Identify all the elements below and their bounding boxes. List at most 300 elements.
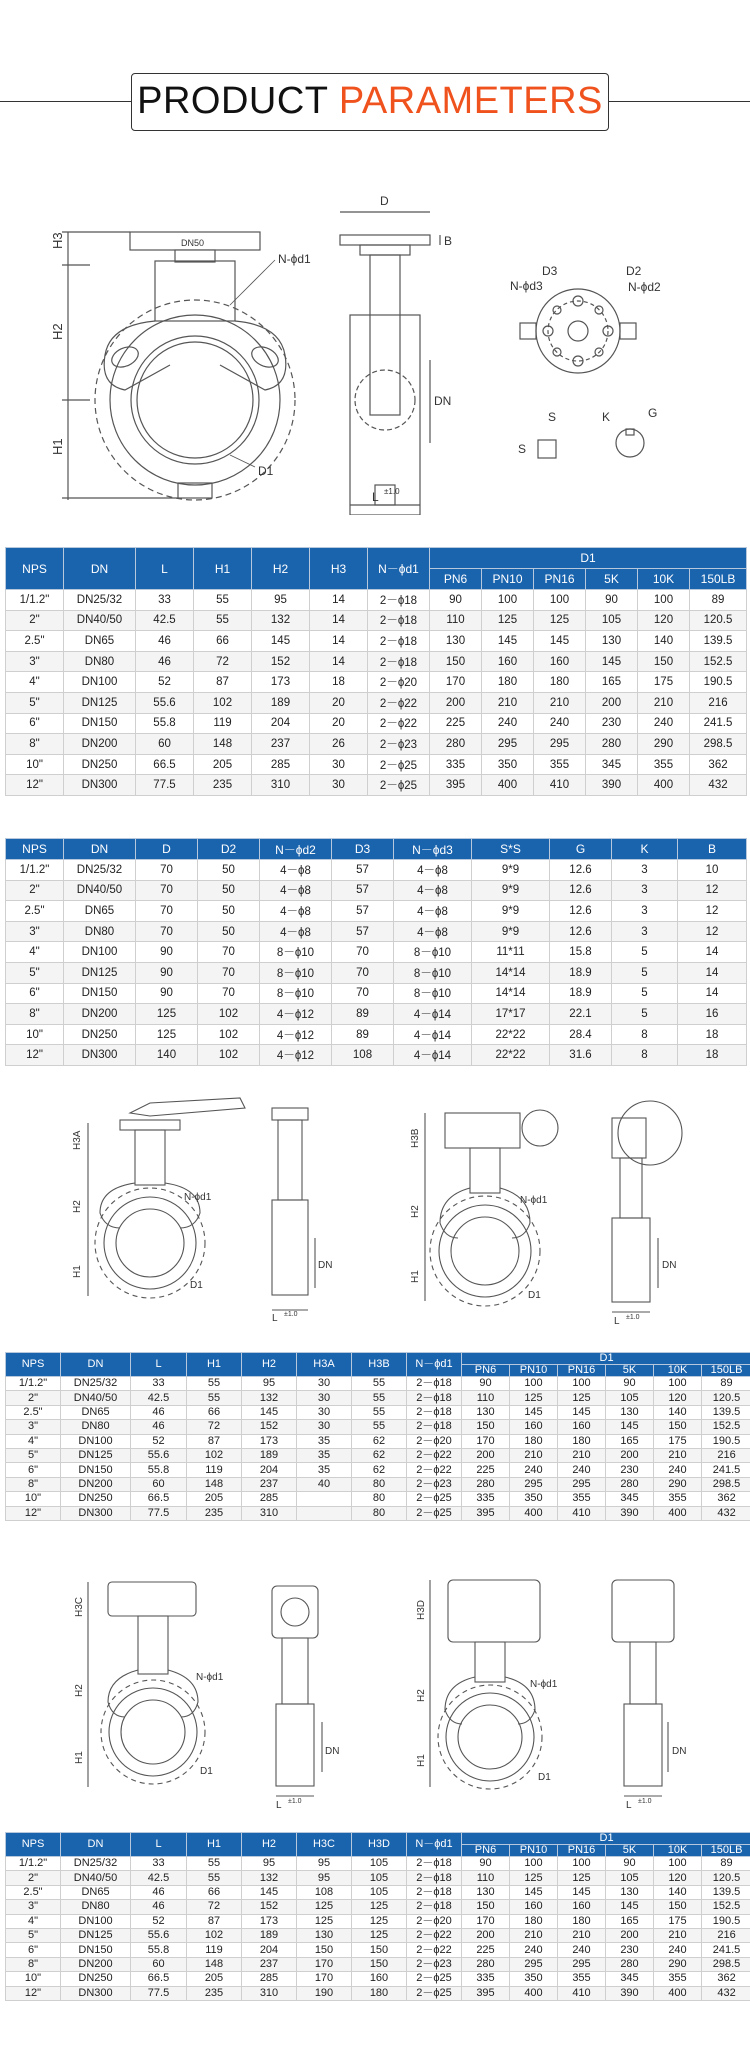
table-cell: 95 <box>242 1857 297 1871</box>
table-cell: 145 <box>482 631 534 652</box>
table-cell: 216 <box>702 1448 750 1462</box>
table-cell: 390 <box>586 775 638 796</box>
label-h3d: H3D <box>416 1599 427 1620</box>
table-cell: 310 <box>242 1506 297 1520</box>
table-cell: 30 <box>297 1405 352 1419</box>
table-cell: 57 <box>332 880 394 901</box>
table-cell: 180 <box>352 1986 407 2000</box>
table-cell: 14 <box>310 631 368 652</box>
table-cell: 90 <box>136 983 198 1004</box>
table-cell: 160 <box>510 1900 558 1914</box>
table-cell: 165 <box>606 1914 654 1928</box>
table-cell: 50 <box>198 921 260 942</box>
diagram-section-3 <box>0 1572 750 1812</box>
gear-valve-front <box>425 1110 558 1306</box>
table-cell: 55.6 <box>136 692 194 713</box>
table-cell: 105 <box>352 1871 407 1885</box>
table-cell: 66.5 <box>131 1972 187 1986</box>
table-cell: 18 <box>678 1045 747 1066</box>
table-cell: 310 <box>252 775 310 796</box>
table-cell: 132 <box>242 1391 297 1405</box>
table-cell: 152.5 <box>690 651 747 672</box>
table-cell: 125 <box>558 1391 606 1405</box>
label-l-d: L <box>626 1800 632 1811</box>
table-cell: 280 <box>606 1477 654 1491</box>
th-sub: PN10 <box>510 1845 558 1857</box>
table-cell: 9*9 <box>472 880 550 901</box>
table-cell: 8 <box>612 1045 678 1066</box>
table-cell: 1/1.2" <box>6 860 64 881</box>
table-cell: 12.6 <box>550 880 612 901</box>
label-dn-b: DN <box>662 1260 677 1271</box>
table-cell: 66 <box>187 1885 242 1899</box>
label-nd1-c: N-ϕd1 <box>196 1672 224 1683</box>
table-cell: 230 <box>606 1943 654 1957</box>
table-cell: 145 <box>534 631 586 652</box>
table-cell: 280 <box>462 1957 510 1971</box>
table-cell: DN100 <box>64 672 136 693</box>
table-cell: 400 <box>654 1986 702 2000</box>
table-cell: 95 <box>297 1857 352 1871</box>
table-cell: 175 <box>654 1914 702 1928</box>
table-row <box>6 1885 750 1899</box>
table-cell: 125 <box>297 1914 352 1928</box>
th-l: L <box>136 548 194 590</box>
table-cell: 204 <box>242 1463 297 1477</box>
th-h3b: H3B <box>352 1353 407 1377</box>
th-dn: DN <box>61 1353 131 1377</box>
table-cell: 33 <box>136 590 194 611</box>
table-cell: DN40/50 <box>61 1871 131 1885</box>
table-cell: 70 <box>332 962 394 983</box>
table-cell: DN125 <box>61 1448 131 1462</box>
table-cell: 240 <box>654 1943 702 1957</box>
table-cell: 200 <box>606 1928 654 1942</box>
table-cell <box>297 1492 352 1506</box>
table-cell: 100 <box>534 590 586 611</box>
table-cell: 216 <box>690 692 747 713</box>
th-sub: PN10 <box>482 569 534 590</box>
label-nd1-a: N-ϕd1 <box>184 1192 212 1203</box>
th-sub: 5K <box>586 569 638 590</box>
table-cell: 204 <box>242 1943 297 1957</box>
table-cell: DN200 <box>61 1957 131 1971</box>
table-cell: 9*9 <box>472 901 550 922</box>
table-cell: 9*9 <box>472 860 550 881</box>
table-cell: 189 <box>242 1448 297 1462</box>
table-cell: 105 <box>352 1885 407 1899</box>
table-cell: 30 <box>297 1391 352 1405</box>
table-cell: 362 <box>702 1972 750 1986</box>
table-cell: 410 <box>534 775 586 796</box>
table-cell: 2.5" <box>6 631 64 652</box>
table-cell: 210 <box>482 692 534 713</box>
label-h2-b: H2 <box>410 1205 421 1218</box>
table-cell: 210 <box>510 1928 558 1942</box>
table-cell: 400 <box>482 775 534 796</box>
table-cell: 2－ϕ18 <box>368 651 430 672</box>
table-row <box>6 692 747 713</box>
table-cell: 280 <box>606 1957 654 1971</box>
table-cell: 120 <box>638 610 690 631</box>
table-cell: 130 <box>297 1928 352 1942</box>
table-cell: 90 <box>606 1377 654 1391</box>
table-row <box>6 983 747 1004</box>
table-cell: 170 <box>297 1972 352 1986</box>
table-cell: 120.5 <box>702 1391 750 1405</box>
table-cell: 355 <box>534 754 586 775</box>
table-cell: 225 <box>430 713 482 734</box>
table-cell: 230 <box>606 1463 654 1477</box>
table-cell: 8－ϕ10 <box>394 962 472 983</box>
table-cell: 350 <box>482 754 534 775</box>
table-cell: 46 <box>136 631 194 652</box>
table-dimensions-4 <box>5 1832 750 2001</box>
table-cell: 14*14 <box>472 962 550 983</box>
table-cell: 62 <box>352 1448 407 1462</box>
table-cell: 400 <box>638 775 690 796</box>
table-cell: 170 <box>462 1434 510 1448</box>
table-cell: 140 <box>638 631 690 652</box>
table-row <box>6 1900 750 1914</box>
table-cell: 57 <box>332 860 394 881</box>
table-cell: 55 <box>187 1377 242 1391</box>
table-cell: 125 <box>558 1871 606 1885</box>
table-cell: 150 <box>462 1420 510 1434</box>
th-l: L <box>131 1833 187 1857</box>
table-body <box>6 1857 750 2001</box>
table-cell: 119 <box>194 713 252 734</box>
table-cell: 170 <box>462 1914 510 1928</box>
table-cell: DN300 <box>61 1986 131 2000</box>
table-cell: 89 <box>702 1377 750 1391</box>
table-row <box>6 1420 750 1434</box>
table-cell: 57 <box>332 901 394 922</box>
table-cell: 145 <box>606 1900 654 1914</box>
table-cell: 2.5" <box>6 1405 61 1419</box>
table-cell: 14 <box>678 942 747 963</box>
table-cell: 173 <box>242 1434 297 1448</box>
table-cell: 10" <box>6 1024 64 1045</box>
title-line-left <box>0 101 131 102</box>
front-view-1 <box>62 232 295 500</box>
table-cell: 8－ϕ10 <box>394 942 472 963</box>
table-cell: 230 <box>586 713 638 734</box>
table-cell: 190.5 <box>690 672 747 693</box>
table-cell: 77.5 <box>136 775 194 796</box>
table-cell: 16 <box>678 1004 747 1025</box>
table-cell: 95 <box>242 1377 297 1391</box>
table-cell: 1/1.2" <box>6 590 64 611</box>
table-cell: 14 <box>310 610 368 631</box>
table-cell: 280 <box>586 734 638 755</box>
table-cell: 235 <box>187 1986 242 2000</box>
table-cell: 3 <box>612 860 678 881</box>
table-cell: 148 <box>187 1477 242 1491</box>
th-sub: 10K <box>654 1845 702 1857</box>
table-cell: 210 <box>654 1928 702 1942</box>
table-cell: 200 <box>430 692 482 713</box>
table-cell: 165 <box>606 1434 654 1448</box>
label-tol-b: ±1.0 <box>626 1314 640 1321</box>
table-cell: 173 <box>242 1914 297 1928</box>
table-cell: 125 <box>510 1391 558 1405</box>
th-sub: 5K <box>606 1845 654 1857</box>
table-cell: 3 <box>612 880 678 901</box>
label-h1-b: H1 <box>410 1270 421 1283</box>
th-h3: H3 <box>310 548 368 590</box>
table-cell: DN125 <box>64 692 136 713</box>
table-body <box>6 860 747 1066</box>
table-cell: 80 <box>352 1492 407 1506</box>
table-row <box>6 901 747 922</box>
table-cell: 46 <box>131 1900 187 1914</box>
table-row <box>6 1004 747 1025</box>
table-cell: 145 <box>510 1405 558 1419</box>
th-h3c: H3C <box>297 1833 352 1857</box>
table-cell: 105 <box>606 1391 654 1405</box>
table-cell: 125 <box>136 1004 198 1025</box>
table-row <box>6 610 747 631</box>
th-h1: H1 <box>187 1833 242 1857</box>
table-cell: 132 <box>242 1871 297 1885</box>
table-cell: 70 <box>198 962 260 983</box>
th-d1: D1 <box>430 548 747 569</box>
table-cell: 190 <box>297 1986 352 2000</box>
table-cell: 100 <box>558 1377 606 1391</box>
th-sub: 150LB <box>702 1365 750 1377</box>
table-row <box>6 1405 750 1419</box>
title-black: PRODUCT <box>137 80 339 122</box>
table-cell: 22*22 <box>472 1024 550 1045</box>
th-nps: NPS <box>6 1833 61 1857</box>
table-cell: 335 <box>430 754 482 775</box>
table-cell: 2－ϕ18 <box>368 631 430 652</box>
table-cell: 2.5" <box>6 1885 61 1899</box>
th-nd1: N－ϕd1 <box>368 548 430 590</box>
table-cell: 12.6 <box>550 901 612 922</box>
table-cell: 4－ϕ8 <box>260 880 332 901</box>
table-body <box>6 590 747 796</box>
table-cell: 62 <box>352 1434 407 1448</box>
table-cell: 189 <box>242 1928 297 1942</box>
table-cell: 12" <box>6 1045 64 1066</box>
table-cell: 5" <box>6 1928 61 1942</box>
table-cell: 14 <box>678 962 747 983</box>
table-cell: DN80 <box>64 921 136 942</box>
pneumatic-valve-front <box>88 1582 205 1787</box>
th-h2: H2 <box>252 548 310 590</box>
table-cell: 8 <box>612 1024 678 1045</box>
table-cell: 237 <box>252 734 310 755</box>
table-cell: 100 <box>654 1377 702 1391</box>
table-cell: 30 <box>297 1420 352 1434</box>
table-cell: 180 <box>558 1914 606 1928</box>
label-n-d3: N-ϕd3 <box>510 279 543 293</box>
table-cell: 125 <box>352 1900 407 1914</box>
table-cell: 6" <box>6 1943 61 1957</box>
table-cell: 70 <box>136 901 198 922</box>
table-cell: 105 <box>352 1857 407 1871</box>
table-row <box>6 1957 750 1971</box>
table-cell: 150 <box>638 651 690 672</box>
table-cell: 355 <box>638 754 690 775</box>
table-cell: 50 <box>198 860 260 881</box>
th-d1: D1 <box>462 1353 750 1365</box>
table-row <box>6 1914 750 1928</box>
lever-valve-front <box>88 1098 245 1298</box>
table-cell: 145 <box>606 1420 654 1434</box>
label-d1-c: D1 <box>200 1766 213 1777</box>
table-cell: 3" <box>6 921 64 942</box>
label-h1: H1 <box>50 438 65 455</box>
label-h2: H2 <box>50 323 65 340</box>
table-cell: DN150 <box>61 1463 131 1477</box>
table-cell: 102 <box>198 1045 260 1066</box>
label-h3: H3 <box>50 232 65 249</box>
label-h1-c: H1 <box>74 1751 85 1764</box>
table-cell: 395 <box>462 1986 510 2000</box>
table-cell: 95 <box>297 1871 352 1885</box>
table-cell: 60 <box>136 734 194 755</box>
table-cell: 2－ϕ18 <box>407 1885 462 1899</box>
label-nd1-b: N-ϕd1 <box>520 1195 548 1206</box>
table-cell: 145 <box>242 1405 297 1419</box>
table-cell: DN25/32 <box>64 860 136 881</box>
table-cell: 150 <box>430 651 482 672</box>
table-cell: 410 <box>558 1506 606 1520</box>
table-cell: DN250 <box>64 1024 136 1045</box>
table-row <box>6 1871 750 1885</box>
table-cell: 8－ϕ10 <box>260 942 332 963</box>
table-cell: 125 <box>297 1900 352 1914</box>
label-h2-c: H2 <box>74 1684 85 1697</box>
table-cell: 205 <box>194 754 252 775</box>
table-cell: 90 <box>462 1857 510 1871</box>
table-cell: 4" <box>6 942 64 963</box>
table-cell: 12 <box>678 880 747 901</box>
label-n-d2: N-ϕd2 <box>628 280 661 294</box>
table-cell: 175 <box>638 672 690 693</box>
table-cell: DN250 <box>61 1492 131 1506</box>
table-cell: 8" <box>6 1004 64 1025</box>
table-cell: 102 <box>194 692 252 713</box>
table-cell: 55 <box>187 1857 242 1871</box>
table-cell: 145 <box>558 1405 606 1419</box>
table-row <box>6 734 747 755</box>
table-cell: 189 <box>252 692 310 713</box>
table-cell: 11*11 <box>472 942 550 963</box>
table-cell: 140 <box>654 1885 702 1899</box>
table-cell: 2－ϕ18 <box>368 610 430 631</box>
th-col: D2 <box>198 839 260 860</box>
table-cell: 350 <box>510 1972 558 1986</box>
table-cell: 240 <box>482 713 534 734</box>
th-sub: PN16 <box>558 1365 606 1377</box>
table-cell: 240 <box>638 713 690 734</box>
table-cell: 55.6 <box>131 1448 187 1462</box>
table-cell: 66 <box>187 1405 242 1419</box>
table-cell: 400 <box>510 1506 558 1520</box>
table-cell: 152 <box>252 651 310 672</box>
table-cell: 125 <box>510 1871 558 1885</box>
table-cell: 180 <box>558 1434 606 1448</box>
label-d2: D2 <box>626 264 642 278</box>
table-cell: 2" <box>6 1871 61 1885</box>
table-row <box>6 1857 750 1871</box>
table-cell: 285 <box>242 1972 297 1986</box>
table-cell: 6" <box>6 713 64 734</box>
table-cell: 200 <box>586 692 638 713</box>
table-cell: 362 <box>702 1492 750 1506</box>
label-d1: D1 <box>258 464 274 478</box>
table-cell: 2－ϕ25 <box>368 754 430 775</box>
table-cell: 8" <box>6 1957 61 1971</box>
label-s-side: S <box>518 442 527 456</box>
table-cell: 55 <box>352 1405 407 1419</box>
label-dn-c: DN <box>325 1746 340 1757</box>
table-cell: 2－ϕ23 <box>407 1477 462 1491</box>
table-cell: 2－ϕ22 <box>368 713 430 734</box>
table-cell: 152 <box>242 1900 297 1914</box>
table-cell: 145 <box>252 631 310 652</box>
label-dn-a: DN <box>318 1260 333 1271</box>
table-cell: 72 <box>187 1900 242 1914</box>
valve-drawing-3 <box>0 1572 750 1812</box>
table-cell: 3 <box>612 901 678 922</box>
table-cell: 4－ϕ12 <box>260 1024 332 1045</box>
table-cell: 12" <box>6 775 64 796</box>
table-cell: 152 <box>242 1420 297 1434</box>
table-cell: 170 <box>430 672 482 693</box>
table-cell: 4－ϕ14 <box>394 1024 472 1045</box>
table-cell: 2－ϕ18 <box>407 1900 462 1914</box>
table-cell: 102 <box>198 1004 260 1025</box>
table-cell: 10 <box>678 860 747 881</box>
table-cell: 160 <box>558 1900 606 1914</box>
table-cell: 298.5 <box>690 734 747 755</box>
table-cell: 130 <box>606 1885 654 1899</box>
table-cell: 210 <box>558 1448 606 1462</box>
table-cell: 290 <box>638 734 690 755</box>
label-tol-c: ±1.0 <box>288 1798 302 1805</box>
label-d1-d: D1 <box>538 1772 551 1783</box>
table-cell: 102 <box>187 1448 242 1462</box>
table-cell: 180 <box>482 672 534 693</box>
table-cell: 2－ϕ22 <box>407 1448 462 1462</box>
table-cell: 30 <box>297 1377 352 1391</box>
th-nps: NPS <box>6 548 64 590</box>
table-cell: 3" <box>6 1900 61 1914</box>
table-cell: 1/1.2" <box>6 1857 61 1871</box>
table-cell: 173 <box>252 672 310 693</box>
table-cell: 152.5 <box>702 1900 750 1914</box>
table-cell: 355 <box>654 1492 702 1506</box>
label-h1-d: H1 <box>416 1754 427 1767</box>
table-cell: 87 <box>194 672 252 693</box>
table-cell: 150 <box>462 1900 510 1914</box>
electric-valve-front <box>430 1580 542 1789</box>
table-cell: 4－ϕ8 <box>260 860 332 881</box>
table-cell: 240 <box>558 1943 606 1957</box>
th-h2: H2 <box>242 1833 297 1857</box>
table-cell: 72 <box>194 651 252 672</box>
table-cell: 235 <box>194 775 252 796</box>
table-cell: 240 <box>510 1943 558 1957</box>
table-cell: DN250 <box>61 1972 131 1986</box>
table-cell: DN200 <box>61 1477 131 1491</box>
table-cell: DN100 <box>61 1434 131 1448</box>
